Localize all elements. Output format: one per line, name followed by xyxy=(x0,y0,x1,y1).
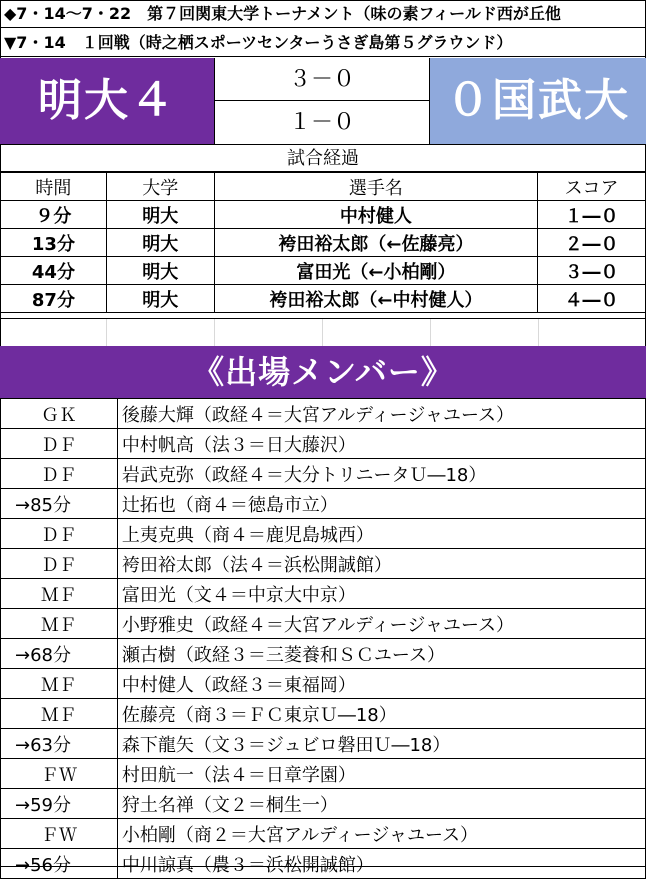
member-name: 辻拓也（商４＝徳島市立） xyxy=(117,489,645,519)
goal-row xyxy=(1,257,646,285)
member-row xyxy=(1,849,646,879)
member-position: ＤＦ xyxy=(1,519,118,549)
goals-header-row xyxy=(1,173,646,201)
goal-score: ４―０ xyxy=(538,285,646,313)
goal-player: 富田光（←小柏剛） xyxy=(214,257,537,285)
member-name: 小野雅史（政経４＝大宮アルディージャユース） xyxy=(117,609,645,639)
tournament-header: ◆7・14～7・22 第７回関東大学トーナメント（味の素フィールド西が丘他 xyxy=(0,0,646,28)
member-row xyxy=(1,609,646,639)
second-half-score: １－０ xyxy=(214,101,430,144)
member-row xyxy=(1,759,646,789)
scoreboard xyxy=(0,58,646,144)
goals-table xyxy=(0,172,646,313)
goal-score: １―０ xyxy=(538,201,646,229)
goal-time: 44分 xyxy=(1,257,107,285)
substitution-time: →63分 xyxy=(1,729,118,759)
first-half-score: ３－０ xyxy=(214,58,430,101)
member-row xyxy=(1,729,646,759)
member-name: 後藤大輝（政経４＝大宮アルディージャユース） xyxy=(117,399,645,429)
goal-team: 明大 xyxy=(106,285,214,313)
member-row xyxy=(1,639,646,669)
members-table xyxy=(0,398,646,879)
member-name: 上夷克典（商４＝鹿児島城西） xyxy=(117,519,645,549)
member-row xyxy=(1,429,646,459)
member-position: ＧＫ xyxy=(1,399,118,429)
member-row xyxy=(1,669,646,699)
member-name: 狩土名禅（文２＝桐生一） xyxy=(117,789,645,819)
goal-team: 明大 xyxy=(106,257,214,285)
spacer-cell xyxy=(322,319,431,347)
member-row xyxy=(1,399,646,429)
goal-time: 13分 xyxy=(1,229,107,257)
header-time: 時間 xyxy=(1,173,107,201)
match-header: ▼7・14 １回戦（時之栖スポーツセンターうさぎ島第５グラウンド） xyxy=(0,29,646,57)
member-name: 中村帆高（法３＝日大藤沢） xyxy=(117,429,645,459)
goal-team: 明大 xyxy=(106,229,214,257)
member-position: ＤＦ xyxy=(1,459,118,489)
member-position: ＦＷ xyxy=(1,819,118,849)
member-row xyxy=(1,789,646,819)
goal-row xyxy=(1,285,646,313)
member-position: ＭＦ xyxy=(1,699,118,729)
member-row xyxy=(1,519,646,549)
member-name: 岩武克弥（政経４＝大分トリニータＵ―18） xyxy=(117,459,645,489)
spacer-cell xyxy=(0,319,107,347)
home-team-score: 明大４ xyxy=(0,58,214,144)
member-position: ＭＦ xyxy=(1,579,118,609)
header-player: 選手名 xyxy=(214,173,537,201)
goal-team: 明大 xyxy=(106,201,214,229)
goal-score: ２―０ xyxy=(538,229,646,257)
away-team-score: ０国武大 xyxy=(430,58,646,144)
member-name: 中川諒真（農３＝浜松開誠館） xyxy=(117,849,645,879)
goal-player: 袴田裕太郎（←中村健人） xyxy=(214,285,537,313)
member-position: ＭＦ xyxy=(1,609,118,639)
spacer-cell xyxy=(106,319,215,347)
member-row xyxy=(1,489,646,519)
goal-score: ３―０ xyxy=(538,257,646,285)
spacer-row xyxy=(0,318,646,347)
spacer-cell xyxy=(430,319,539,347)
member-row xyxy=(1,699,646,729)
header-team: 大学 xyxy=(106,173,214,201)
goal-time: ９分 xyxy=(1,201,107,229)
goal-time: 87分 xyxy=(1,285,107,313)
member-position: ＤＦ xyxy=(1,429,118,459)
spacer-cell xyxy=(214,319,323,347)
goal-player: 中村健人 xyxy=(214,201,537,229)
header-score: スコア xyxy=(538,173,646,201)
member-name: 中村健人（政経３＝東福岡） xyxy=(117,669,645,699)
member-row xyxy=(1,549,646,579)
member-position: ＤＦ xyxy=(1,549,118,579)
member-row xyxy=(1,459,646,489)
progress-title: 試合経過 xyxy=(0,144,646,172)
goal-row xyxy=(1,229,646,257)
member-row xyxy=(1,579,646,609)
substitution-time: →68分 xyxy=(1,639,118,669)
substitution-time: →59分 xyxy=(1,789,118,819)
member-name: 袴田裕太郎（法４＝浜松開誠館） xyxy=(117,549,645,579)
goal-row xyxy=(1,201,646,229)
member-position: ＭＦ xyxy=(1,669,118,699)
member-name: 森下龍矢（文３＝ジュビロ磐田Ｕ―18） xyxy=(117,729,645,759)
substitution-time: →85分 xyxy=(1,489,118,519)
member-row xyxy=(1,819,646,849)
goal-player: 袴田裕太郎（←佐藤亮） xyxy=(214,229,537,257)
member-name: 小柏剛（商２＝大宮アルディージャユース） xyxy=(117,819,645,849)
member-name: 瀬古樹（政経３＝三菱養和ＳＣユース） xyxy=(117,639,645,669)
member-position: ＦＷ xyxy=(1,759,118,789)
substitution-time: →56分 xyxy=(1,849,118,879)
member-name: 佐藤亮（商３＝ＦＣ東京Ｕ―18） xyxy=(117,699,645,729)
member-name: 富田光（文４＝中京大中京） xyxy=(117,579,645,609)
member-name: 村田航一（法４＝日章学園） xyxy=(117,759,645,789)
members-title: 《出場メンバー》 xyxy=(0,346,646,398)
